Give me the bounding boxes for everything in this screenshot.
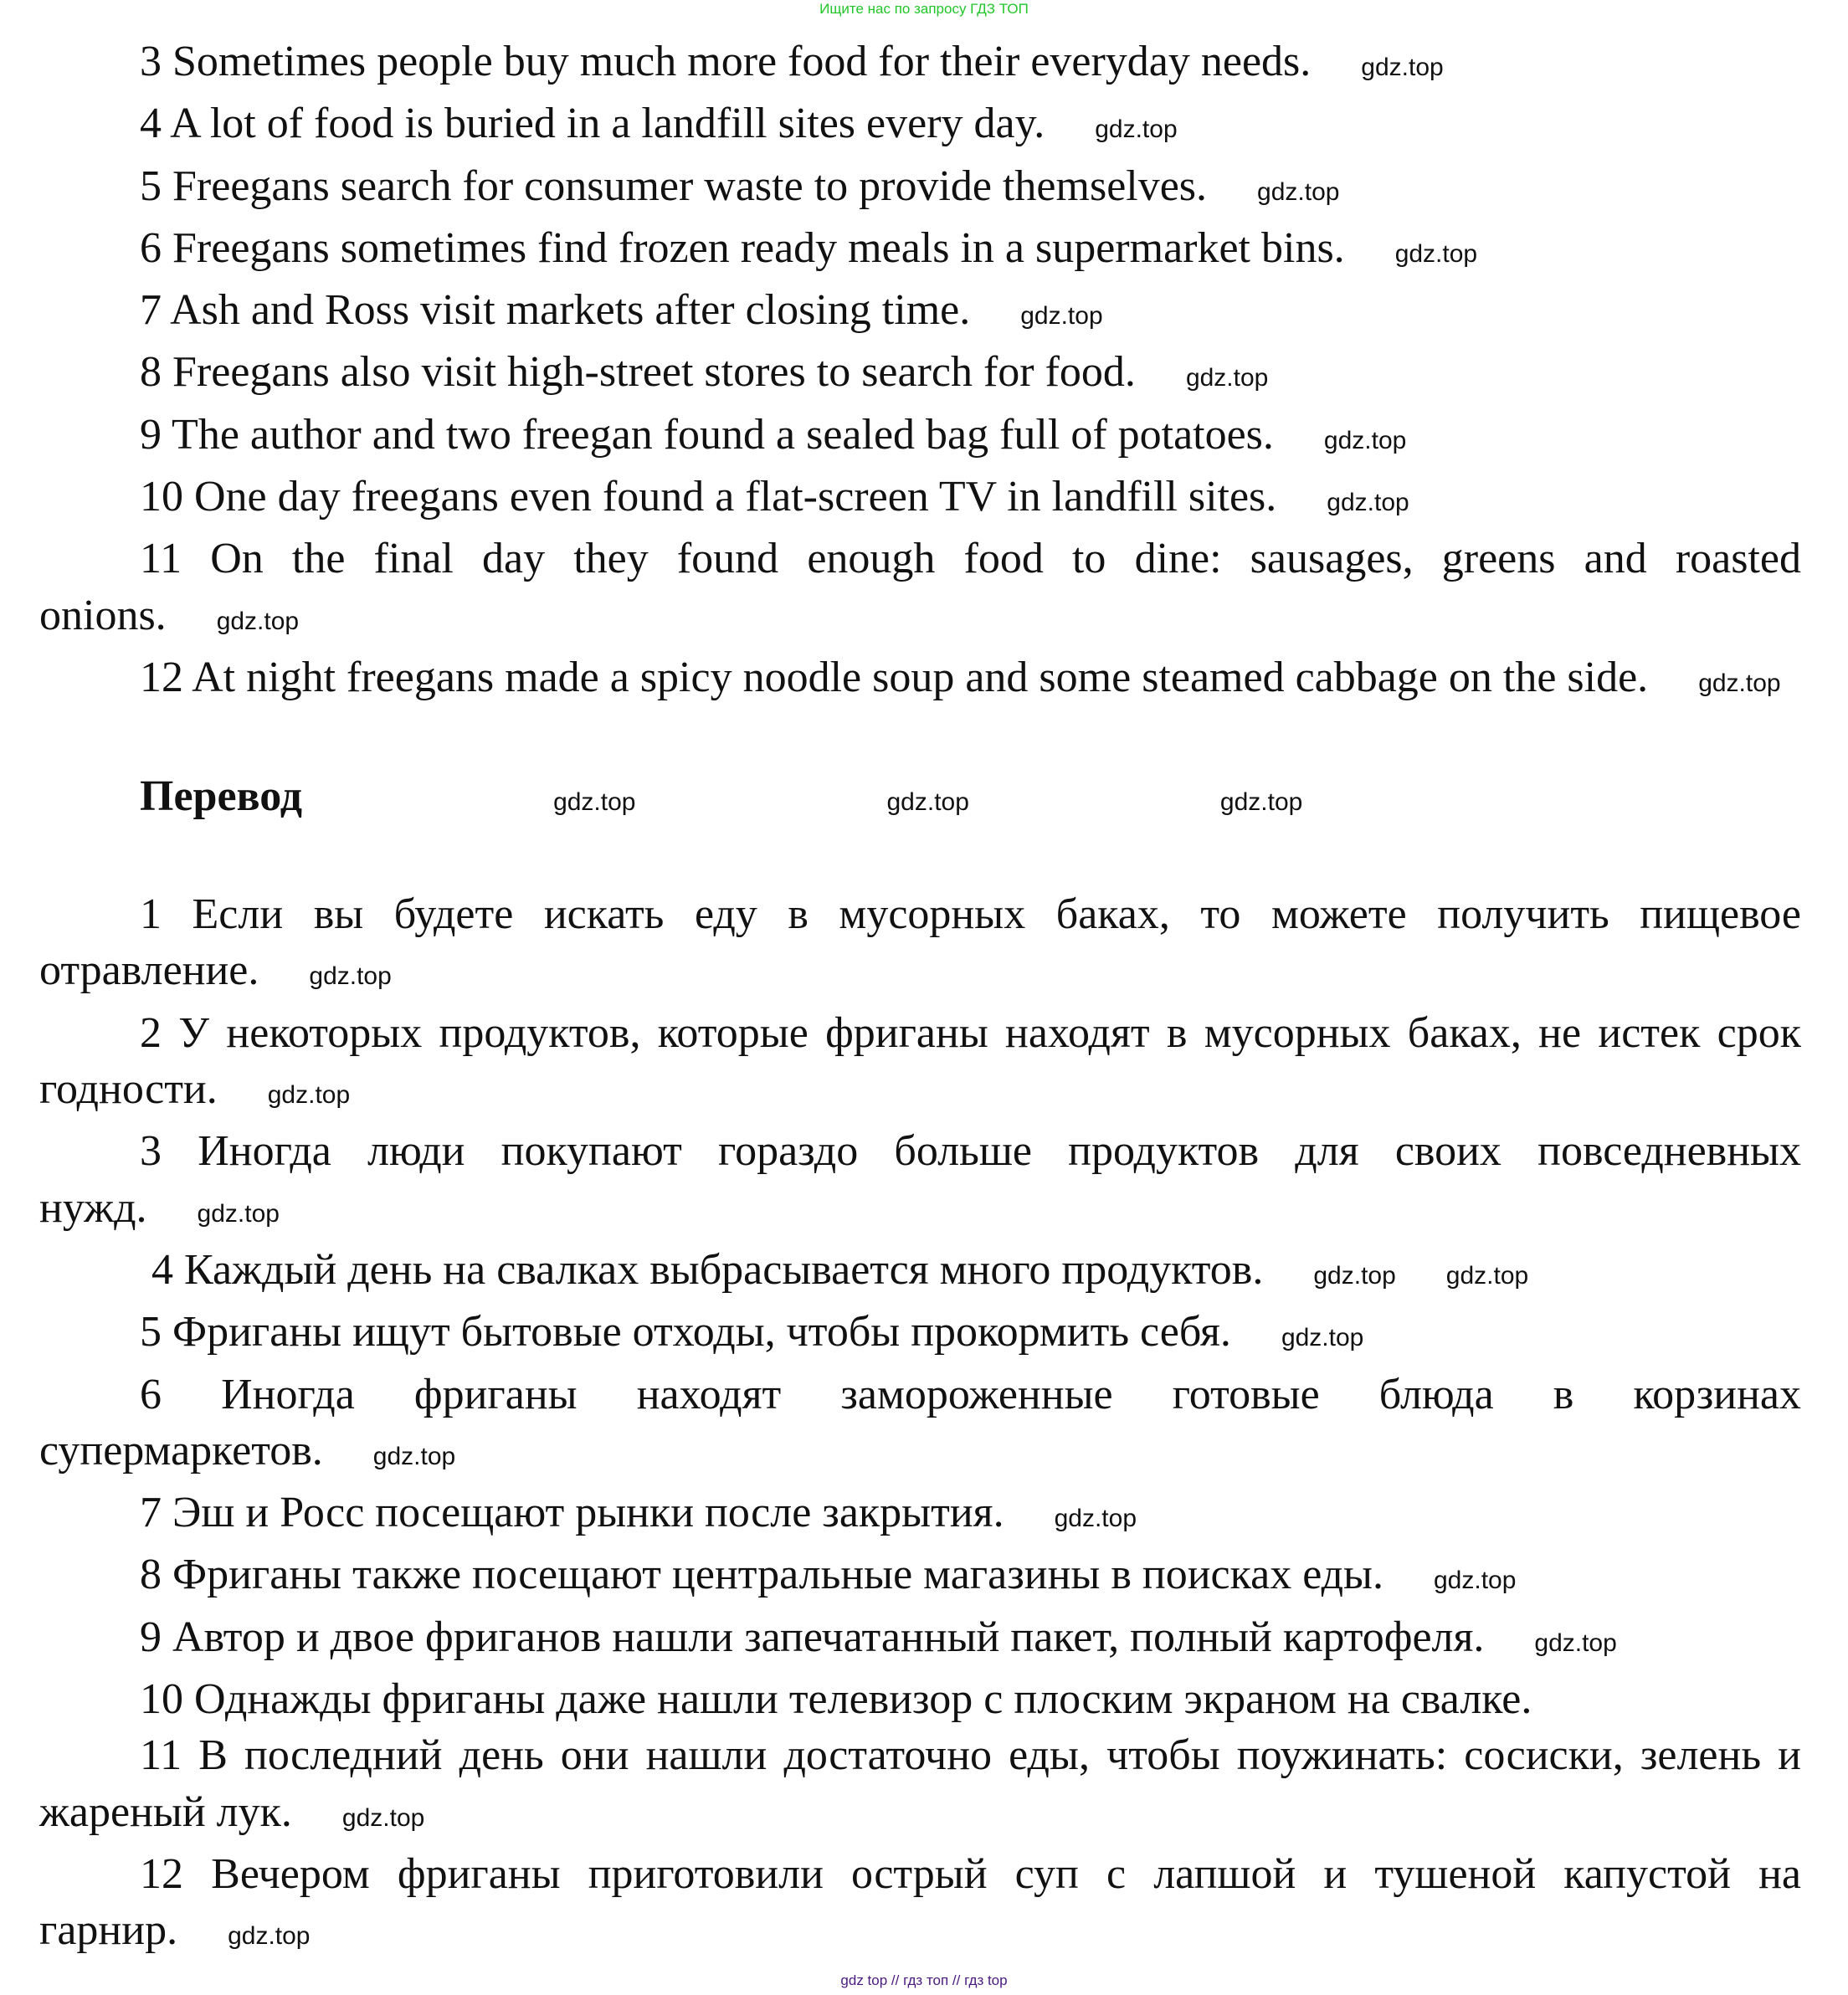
watermark: gdz.top — [1698, 669, 1781, 697]
russian-line — [39, 1609, 1801, 1671]
english-sentence: 8 Freegans also visit high-street stores to search for food. — [140, 348, 1136, 397]
watermark: gdz.top — [1095, 115, 1178, 144]
translation-heading: Перевод — [140, 772, 303, 820]
russian-line — [39, 1123, 1801, 1242]
english-line — [39, 220, 1801, 282]
english-sentence: 9 The author and two freegan found a sealed bag full of potatoes. — [140, 410, 1274, 459]
russian-line — [39, 1005, 1801, 1124]
russian-line — [39, 1242, 1801, 1304]
russian-sentence: 4 Каждый день на свалках выбрасывается много продуктов. — [151, 1245, 1264, 1294]
watermark: gdz.top — [1313, 1261, 1396, 1290]
english-sentence: 10 One day freegans even found a flat-screen TV in landfill sites. — [140, 473, 1277, 521]
watermark: gdz.top — [1054, 1505, 1137, 1533]
english-sentence: 7 Ash and Ross visit markets after closing time. — [140, 286, 971, 335]
watermark: gdz.top — [1323, 426, 1407, 454]
english-sentence: 3 Sometimes people buy much more food for their everyday needs. — [140, 38, 1312, 85]
watermark: gdz.top — [216, 607, 300, 635]
watermark: gdz.top — [372, 1442, 456, 1470]
english-line — [39, 158, 1801, 220]
top-banner[interactable]: Ищите нас по запросу ГДЗ ТОП — [819, 1, 1029, 17]
english-line — [39, 344, 1801, 406]
english-sentence: 5 Freegans search for consumer waste to provide themselves. — [140, 162, 1208, 210]
english-line — [39, 282, 1801, 344]
russian-sentence: 1 Если вы будете искать еду в мусорных баках, то можете получить пищевое отравление. — [39, 890, 1801, 995]
document-body — [39, 33, 1801, 1965]
russian-line — [39, 1485, 1801, 1546]
watermark: gdz.top — [1219, 787, 1303, 816]
watermark: gdz.top — [1281, 1324, 1364, 1352]
russian-sentence: 3 Иногда люди покупают гораздо больше продуктов для своих повседневных нужд. — [39, 1127, 1801, 1232]
russian-line — [39, 1367, 1801, 1485]
russian-sentence: 8 Фриганы также посещают центральные магазины в поисках еды. — [140, 1551, 1383, 1599]
russian-line — [39, 1304, 1801, 1366]
russian-line — [39, 1546, 1801, 1608]
russian-sentence: 12 Вечером фриганы приготовили острый суп с лапшой и тушеной капустой на гарнир. — [39, 1849, 1801, 1955]
english-sentence: 12 At night freegans made a spicy noodle soup and some steamed cabbage on the side. — [140, 653, 1649, 701]
russian-line — [39, 1846, 1801, 1965]
russian-sentence: 11 В последний день они нашли достаточно еды, чтобы поужинать: сосиски, зелень и жареный лук. — [39, 1731, 1801, 1836]
russian-sentence: 6 Иногда фриганы находят замороженные готовые блюда в корзинах супермаркетов. — [39, 1370, 1801, 1474]
watermark: gdz.top — [1020, 302, 1103, 331]
watermark: gdz.top — [267, 1081, 351, 1110]
watermark: gdz.top — [309, 962, 392, 991]
english-line — [39, 407, 1801, 469]
russian-sentence: 5 Фриганы ищут бытовые отходы, чтобы прокормить себя. — [140, 1308, 1231, 1356]
watermark: gdz.top — [1445, 1261, 1529, 1290]
watermark: gdz.top — [1394, 239, 1478, 268]
russian-line — [39, 1727, 1801, 1846]
english-sentence: 6 Freegans sometimes find frozen ready meals in a supermarket bins. — [140, 223, 1345, 272]
translation-heading-line — [39, 768, 1801, 830]
russian-line — [39, 886, 1801, 1005]
russian-sentence: 9 Автор и двое фриганов нашли запечатанный пакет, полный картофеля. — [140, 1613, 1485, 1661]
english-line — [39, 33, 1801, 95]
english-line — [39, 95, 1801, 157]
watermark: gdz.top — [1361, 54, 1444, 81]
russian-sentence: 10 Однажды фриганы даже нашли телевизор с плоским экраном на свалке. — [140, 1675, 1532, 1724]
russian-line — [39, 1671, 1801, 1727]
bottom-banner[interactable]: gdz top // гдз топ // гдз top — [840, 1972, 1008, 1988]
watermark: gdz.top — [197, 1199, 280, 1228]
watermark: gdz.top — [1534, 1628, 1617, 1657]
english-line — [39, 649, 1801, 711]
russian-sentence: 7 Эш и Росс посещают рынки после закрытия. — [140, 1489, 1004, 1537]
english-sentence: 11 On the final day they found enough food to dine: sausages, greens and roasted onions. — [39, 535, 1801, 639]
russian-sentence: 2 У некоторых продуктов, которые фриганы находят в мусорных баках, не истек срок годности. — [39, 1008, 1801, 1114]
watermark: gdz.top — [1185, 364, 1269, 392]
watermark: gdz.top — [886, 787, 969, 816]
watermark: gdz.top — [1434, 1567, 1517, 1595]
english-sentence: 4 A lot of food is buried in a landfill sites every day. — [140, 100, 1045, 148]
watermark: gdz.top — [1327, 489, 1409, 517]
watermark: gdz.top — [228, 1922, 311, 1951]
watermark: gdz.top — [341, 1803, 425, 1832]
english-line — [39, 469, 1801, 531]
watermark: gdz.top — [1257, 177, 1340, 206]
english-line — [39, 531, 1801, 649]
watermark: gdz.top — [553, 787, 636, 816]
